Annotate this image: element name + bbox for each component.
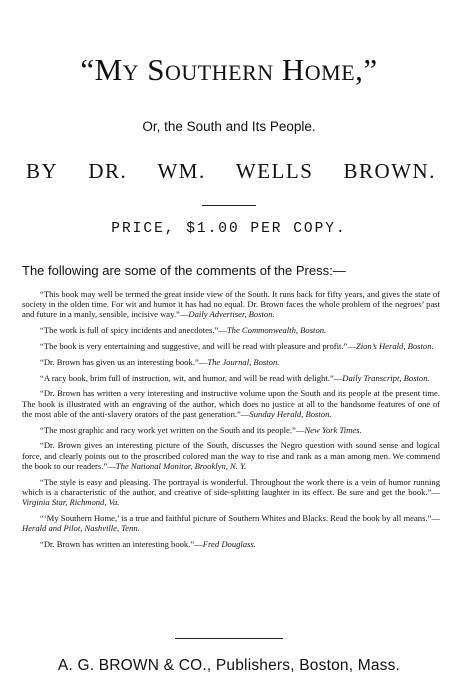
price-line: PRICE, $1.00 PER COPY. (111, 221, 347, 237)
quote-text: “Dr. Brown gives an interesting picture of the South, discusses the Negro question with sound sense and logical force, and clearly points out to the proscribed colored man the way to rise and rank as a man among men. We commend the book to our readers.”— (22, 440, 440, 471)
press-quote (22, 425, 440, 435)
quote-source: The National Monitor, Brooklyn, N. Y. (115, 460, 247, 471)
quote-source: Zion’s Herald, Boston. (355, 341, 434, 351)
quote-text: “The style is easy and pleasing. The portrayal is wonderful. Throughout the work there is a vein of humor running which is a characteristic of the author, and creative of side-splitting laughter in its effect. Be sure and get the book.”— (22, 476, 440, 497)
quote-source: Fred Douglass. (202, 538, 256, 549)
quote-source: Daily Transcript, Boston. (342, 372, 430, 383)
press-quote (22, 513, 440, 533)
divider-rule (175, 638, 283, 639)
press-quotes (22, 289, 440, 555)
author-word: BY (26, 159, 59, 183)
quote-source: The Commonwealth, Boston. (226, 325, 327, 336)
quote-text: “Dr. Brown has written a very interesting and instructive volume upon the South and its people at the present time. The book is illustrated with an engraving of the author, which does no justice at all to the handsome features of one of the most able of the anti-slavery orators of the past generation.”— (22, 388, 440, 419)
press-quote (22, 325, 440, 335)
quote-source: Virginia Star, Richmond, Va. (22, 497, 120, 507)
book-subtitle: Or, the South and Its People. (142, 119, 316, 134)
press-quote (22, 341, 440, 351)
quote-text: “Dr. Brown has written an interesting book.”— (40, 538, 203, 549)
quote-text: “The book is very entertaining and suggestive, and will be read with pleasure and profit.”— (40, 341, 356, 351)
press-quote (22, 477, 440, 508)
quote-text: “‘My Southern Home,’ is a true and faithful picture of Southern Whites and Blacks. Read the book by all means.”— (40, 512, 440, 523)
quote-text: “The most graphic and racy work yet written on the South and its people.”— (40, 424, 305, 435)
book-title: “My Southern Home,” (80, 52, 378, 87)
author-word: WM. (157, 159, 206, 183)
press-quote (22, 440, 440, 471)
press-quote (22, 373, 440, 383)
quote-text: “Dr. Brown has given us an interesting book.”— (40, 356, 208, 367)
quote-source: Daily Advertiser, Boston. (188, 309, 275, 320)
quote-text: “A racy book, brim full of instruction, wit, and humor, and will be read with delight.”— (40, 372, 343, 383)
author-word: DR. (88, 159, 128, 183)
publisher-line: A. G. BROWN & CO., Publishers, Boston, Mass. (57, 657, 401, 674)
quote-source: Herald and Pilot, Nashville, Tenn. (22, 523, 140, 533)
press-quote (22, 388, 440, 419)
author-word: BROWN. (343, 159, 436, 183)
press-quote (22, 539, 440, 549)
quote-source: The Journal, Boston. (207, 356, 280, 367)
author-word: WELLS (235, 159, 314, 183)
quote-text: “The work is full of spicy incidents and anecdotes.”— (40, 325, 227, 336)
quote-source: New York Times. (304, 424, 362, 435)
press-intro: The following are some of the comments of the Press:— (22, 263, 346, 278)
quote-source: Sunday Herald, Boston. (249, 408, 332, 419)
divider-rule (202, 205, 256, 206)
press-quote (22, 289, 440, 320)
author-line (26, 158, 436, 184)
press-quote (22, 357, 440, 367)
quote-text: “This book may well be termed the great inside view of the South. It runs back for fifty years, and gives the state of society in the olden time. For wit and humor it has had no equal. Dr. Brown faces the whole problem of the negroes’ past and future in a manly, sensible, incisive way.”— (22, 289, 440, 320)
